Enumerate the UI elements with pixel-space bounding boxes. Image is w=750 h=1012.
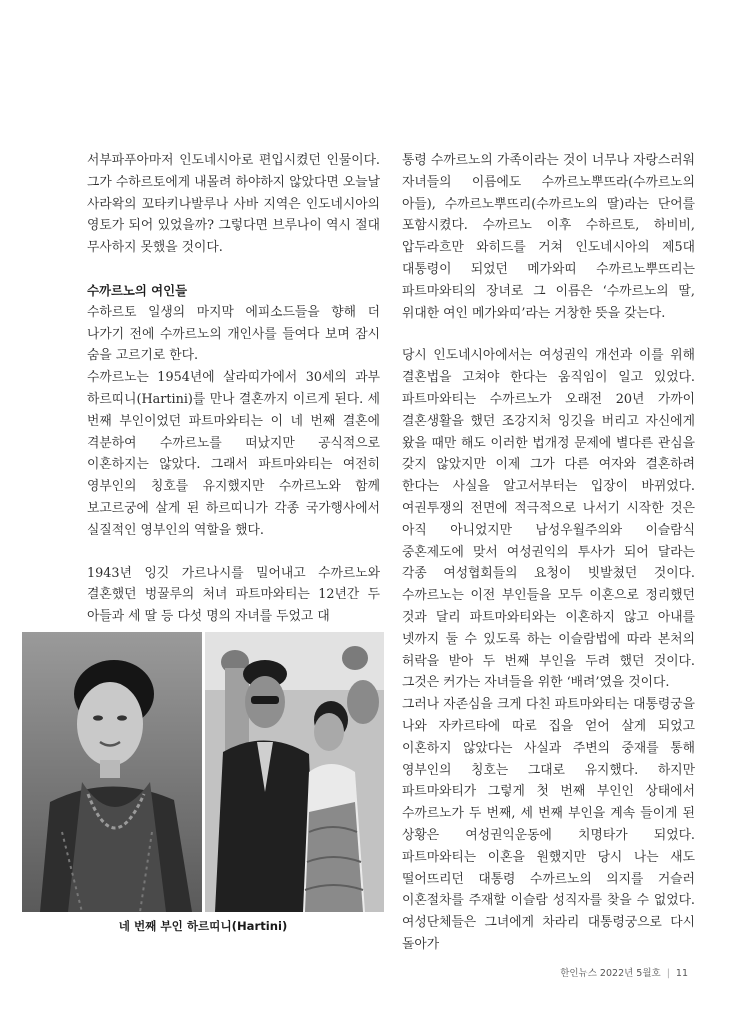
body-paragraph: 당시 인도네시아에서는 여성권익 개선과 이를 위해 결혼법을 고쳐야 한다는 움직임이 일고 있었다. 파트마와티는 수까르노가 오래전 20년 가까이 결혼생활을 했던 조강지처 잉깃을 버리고 자신에게 왔을 때만 해도 이러한 법개정 문제에 별다른 관심을 갖지 않았지만 이제 그가 다른 여자와 결혼하려 한다는 사실을 알고서부터는 입장이 바뀌었다. 여권투쟁의 전면에 적극적으로 나서기 시작한 것은 아직 아니었지만 남성우월주의와 이슬람식 중혼제도에 맞서 여성권익의 투사가 되어 달라는 각종 여성협회들의 요청이 빗발쳤던 것이다. 수까르노는 이전 부인들을 모두 이혼으로 정리했던 것과 달리 파트마와티와는 이혼하지 않고 아내를 넷까지 둘 수 있도록 하는 이슬람법에 따라 본처의 허락을 받아 두 번째 부인을 두려 했던 것이다. 그것은 커가는 자녀들을 위한 ‘배려’였을 것이다.: [402, 348, 695, 691]
publication-title: 한인뉴스 2022년 5월호: [560, 968, 661, 979]
body-paragraph: 서부파푸아마저 인도네시아로 편입시켰던 인물이다. 그가 수하르토에게 내몰려 하야하지 않았다면 오늘날 사라왁의 꼬타키나발루나 사바 지역은 인도네시아의 영토가 되어 있었을까? 그렇다면 브루나이 역시 절대 무사하지 못했을 것이다.: [87, 153, 380, 256]
photo-pair: [22, 632, 384, 912]
left-text-column: [87, 150, 380, 628]
body-paragraph: 통령 수까르노의 가족이라는 것이 너무나 자랑스러워 자녀들의 이름에도 수까르노뿌뜨라(수까르노의 아들), 수까르노뿌뜨리(수까르노의 딸)라는 단어를 포함시켰다. 수까르노 이후 수하르토, 하비비, 압두라흐만 와히드를 거쳐 인도네시아의 제5대 대통령이 되었던 메가와띠 수까르노뿌뜨리는 파트마와티의 장녀로 그 이름은 ‘수까르노의 딸, 위대한 여인 메가와띠’라는 거창한 뜻을 갖는다.: [402, 153, 695, 321]
body-paragraph: 그러나 자존심을 크게 다친 파트마와티는 대통령궁을 나와 자카르타에 따로 집을 얻어 살게 되었고 이혼하지 않았다는 사실과 주변의 중재를 통해 영부인의 칭호는 그대로 유지했다. 하지만 파트마와티가 그렇게 첫 번째 부인인 상태에서 수까르노가 두 번째, 세 번째 부인을 계속 들이게 된 상황은 여성권익운동에 치명타가 되었다. 파트마와티는 이혼을 원했지만 당시 나는 새도 떨어뜨리던 대통령 수까르노의 의지를 거슬러 이혼절차를 주재할 이슬람 성직자를 찾을 수 없었다. 여성단체들은 그녀에게 차라리 대통령궁으로 다시 돌아가: [402, 697, 695, 952]
right-text-column: [402, 150, 695, 956]
footer-separator: |: [666, 968, 670, 979]
portrait-photo: [22, 632, 202, 912]
section-heading: 수까르노의 여인들: [87, 282, 188, 298]
couple-photo: [205, 632, 384, 912]
page-number: 11: [675, 968, 688, 979]
body-paragraph: 수하르토 일생의 마지막 에피소드들을 향해 더 나가기 전에 수까르노의 개인사를 들여다 보며 잠시 숨을 고르기로 한다.: [87, 304, 380, 364]
body-paragraph: 1943년 잉깃 가르나시를 밀어내고 수까르노와 결혼했던 벙꿀루의 처녀 파트마와티는 12년간 두 아들과 세 딸 등 다섯 명의 자녀를 두었고 대: [87, 565, 380, 625]
page-footer: [560, 965, 688, 979]
photo-caption: 네 번째 부인 하르띠니(Hartini): [118, 919, 288, 933]
body-paragraph: 수까르노는 1954년에 살라띠가에서 30세의 과부 하르띠니(Hartini)를 만나 결혼까지 이르게 된다. 세 번째 부인이었던 파트마와티는 이 네 번째 결혼에 격분하여 수까르노를 떠났지만 공식적으로 이혼하지는 않았다. 그래서 파트마와티는 여전히 영부인의 칭호를 유지했지만 수까르노와 함께 보고르궁에 살게 된 하르띠니가 각종 국가행사에서 실질적인 영부인의 역할을 했다.: [87, 370, 380, 538]
